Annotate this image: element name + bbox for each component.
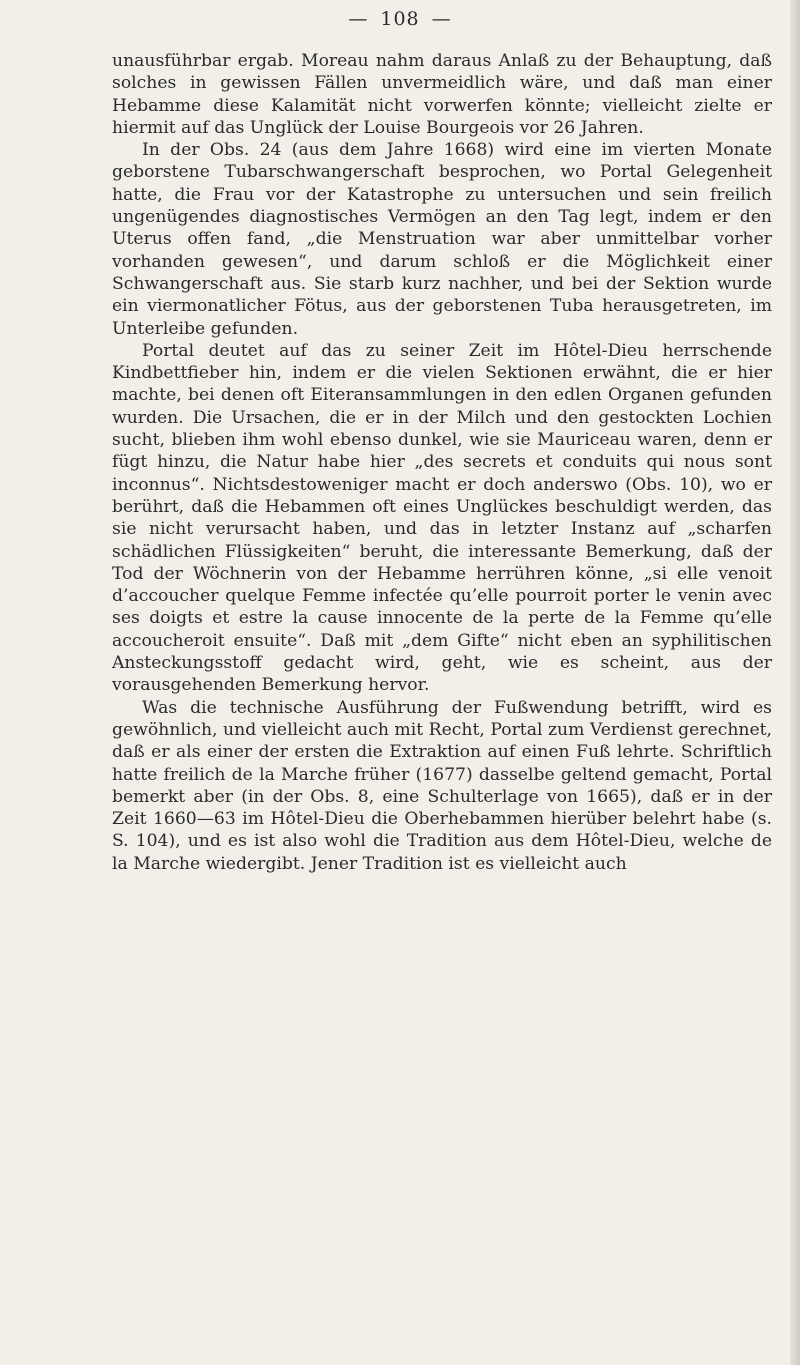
- paragraph-continuation: unausführbar ergab. Moreau nahm daraus Anlaß zu der Behauptung, daß solches in gewissen Fällen unvermeidlich wäre, und daß man einer Hebamme diese Kalamität nicht vorwerfen könnte; vielleicht zielte er hiermit auf das Unglück der Louise Bourgeois vor 26 Jahren.: [112, 51, 772, 138]
- page-header: [0, 8, 800, 30]
- scan-edge: [790, 0, 800, 1365]
- page-number: 108: [380, 8, 420, 30]
- body-text: [112, 50, 772, 875]
- paragraph-obs-24: In der Obs. 24 (aus dem Jahre 1668) wird eine im vierten Monate geborstene Tubarschwangerschaft besprochen, wo Portal Gelegenheit hatte, die Frau vor der Katastrophe zu untersuchen und sein freilich ungenügendes diagnostisches Vermögen an den Tag legt, indem er den Uterus offen fand, „die Menstruation war aber unmittelbar vorher vorhanden gewesen“, und darum schloß er die Möglichkeit einer Schwangerschaft aus. Sie starb kurz nachher, und bei der Sektion wurde ein viermonatlicher Fötus, aus der geborstenen Tuba herausgetreten, im Unterleibe gefunden.: [112, 140, 772, 339]
- header-dash-left: —: [348, 8, 369, 30]
- paragraph-kindbettfieber: Portal deutet auf das zu seiner Zeit im Hôtel-Dieu herrschende Kindbettfieber hin, indem er die vielen Sektionen erwähnt, die er hier machte, bei denen oft Eiteransammlungen in den edlen Organen gefunden wurden. Die Ursachen, die er in der Milch und den gestockten Lochien sucht, blieben ihm wohl ebenso dunkel, wie sie Mauriceau waren, denn er fügt hinzu, die Natur habe hier „des secrets et conduits qui nous sont inconnus“. Nichtsdestoweniger macht er doch anderswo (Obs. 10), wo er berührt, daß die Hebammen oft eines Unglückes beschuldigt werden, das sie nicht verursacht haben, und das in letzter Instanz auf „scharfen schädlichen Flüssigkeiten“ beruht, die interessante Bemerkung, daß der Tod der Wöchnerin von der Hebamme herrühren könne, „si elle venoit d’accoucher quelque Femme infectée qu’elle pourroit porter le venin avec ses doigts et estre la cause innocente de la perte de la Femme qu’elle accoucheroit ensuite“. Daß mit „dem Gifte“ nicht eben an syphilitischen Ansteckungsstoff gedacht wird, geht, wie es scheint, aus der vorausgehenden Bemerkung hervor.: [112, 340, 772, 696]
- header-dash-right: —: [431, 8, 452, 30]
- paragraph-fusswendung: Was die technische Ausführung der Fußwendung betrifft, wird es gewöhnlich, und vielleicht auch mit Recht, Portal zum Verdienst gerechnet, daß er als einer der ersten die Extraktion auf einen Fuß lehrte. Schriftlich hatte freilich de la Marche früher (1677) dasselbe geltend gemacht, Portal bemerkt aber (in der Obs. 8, eine Schulterlage von 1665), daß er in der Zeit 1660—63 im Hôtel-Dieu die Oberhebammen hierüber belehrt habe (s. S. 104), und es ist also wohl die Tradition aus dem Hôtel-Dieu, welche de la Marche wiedergibt. Jener Tradition ist es vielleicht auch: [112, 697, 772, 874]
